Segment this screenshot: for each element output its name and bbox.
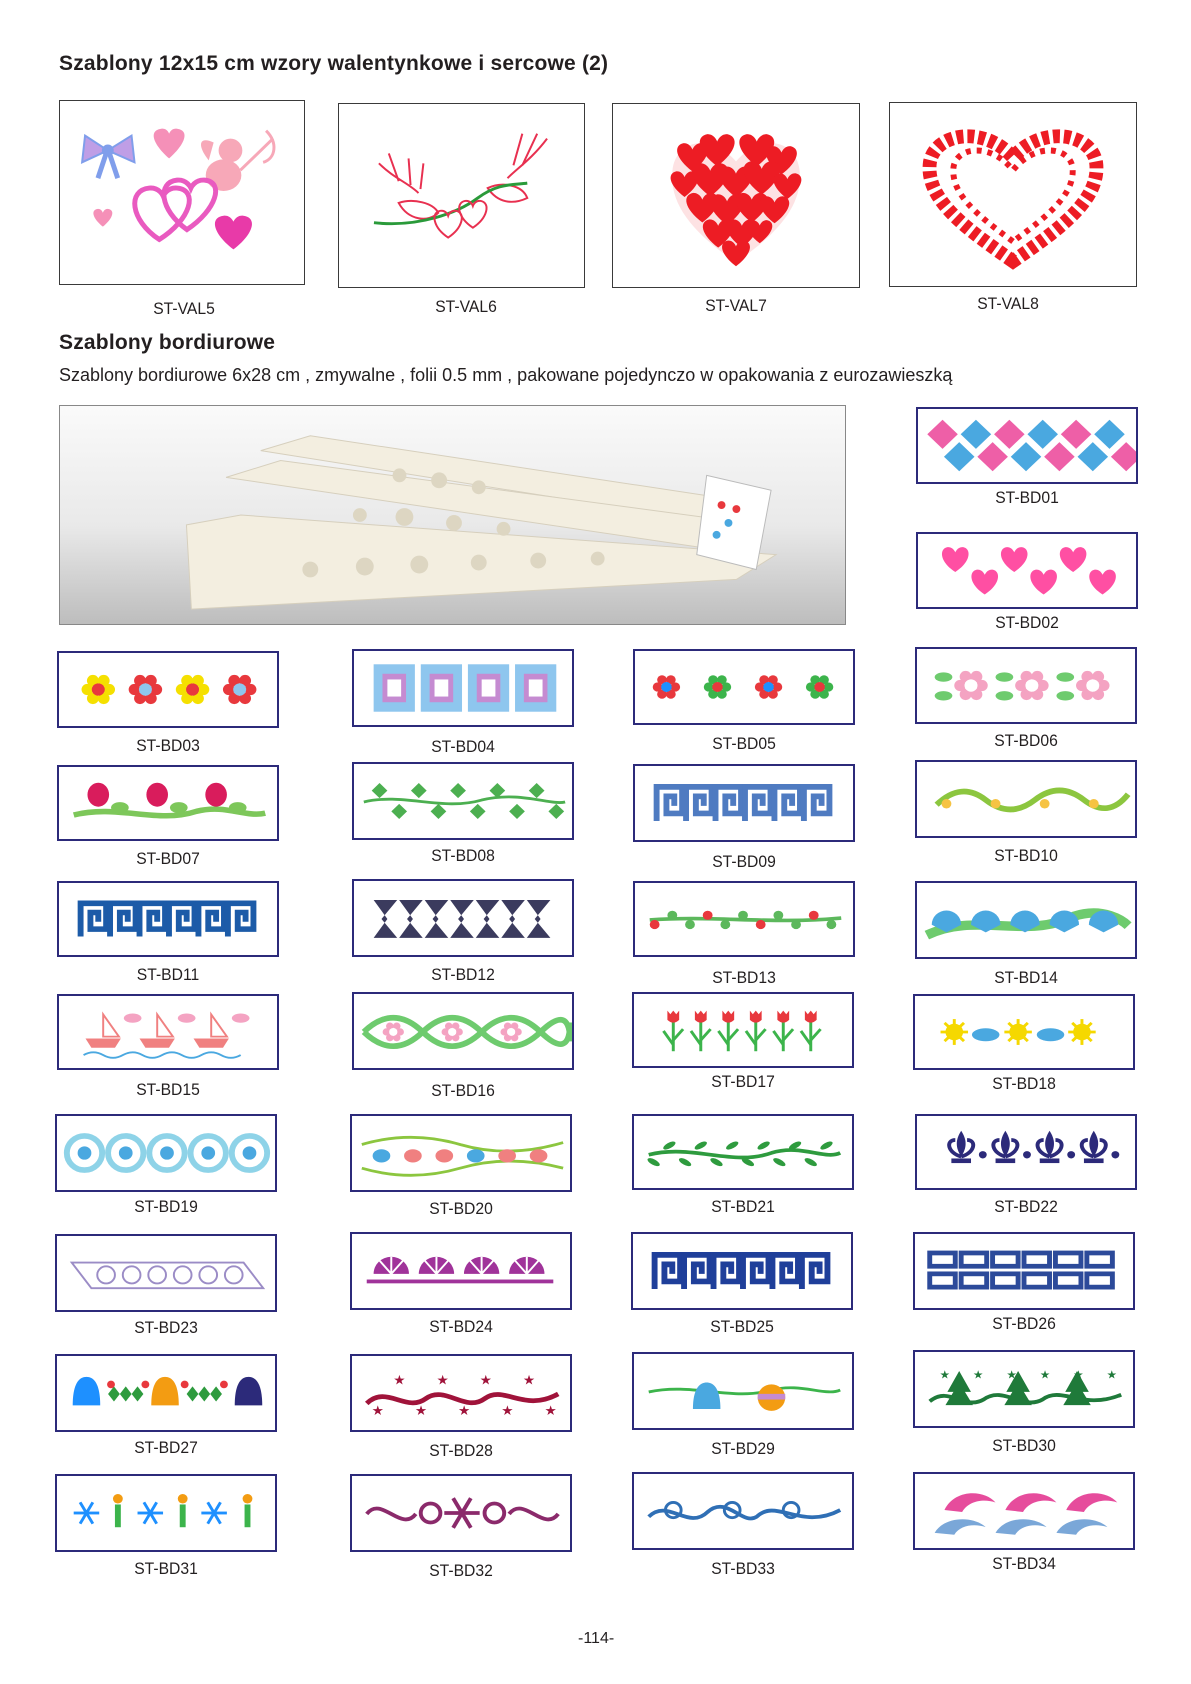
page-number: -114- [578, 1630, 615, 1647]
code-st-val8: ST-VAL8 [977, 295, 1039, 313]
svg-text:★: ★ [436, 1372, 449, 1389]
stencil-strip-st-bd22 [915, 1114, 1137, 1190]
hearts-pattern-icon [918, 534, 1136, 607]
stencil-strip-st-bd11 [57, 881, 279, 957]
svg-text:★: ★ [972, 1367, 984, 1382]
code-st-bd13: ST-BD13 [712, 969, 776, 987]
stencil-strip-st-bd16 [352, 992, 574, 1070]
chain-pattern-icon [915, 1234, 1133, 1308]
svg-text:★: ★ [371, 1403, 384, 1419]
code-st-bd11: ST-BD11 [136, 966, 200, 984]
code-st-bd06: ST-BD06 [994, 732, 1058, 750]
flowers-pattern-icon [59, 653, 277, 726]
snowflakes-candles-pattern-icon [57, 1476, 275, 1550]
code-st-bd30: ST-BD30 [992, 1437, 1056, 1455]
stencil-strip-st-bd05 [633, 649, 855, 725]
stencil-strip-st-bd15 [57, 994, 279, 1070]
svg-text:★: ★ [414, 1403, 428, 1419]
waves-pattern-icon [915, 1474, 1133, 1548]
scroll-pattern-icon [634, 1474, 852, 1548]
svg-text:★: ★ [939, 1367, 951, 1382]
code-st-bd22: ST-BD22 [994, 1198, 1058, 1216]
code-st-bd29: ST-BD29 [711, 1440, 775, 1458]
code-st-bd24: ST-BD24 [429, 1318, 493, 1336]
code-st-bd25: ST-BD25 [710, 1318, 774, 1336]
stencil-strip-st-bd32 [350, 1474, 572, 1552]
code-st-bd01: ST-BD01 [995, 489, 1059, 507]
stencil-strip-st-bd04 [352, 649, 574, 727]
stencil-strip-st-bd28 [350, 1354, 572, 1432]
stencil-strip-st-bd31 [55, 1474, 277, 1552]
stencil-strip-st-bd17 [632, 992, 854, 1068]
svg-text:★: ★ [479, 1372, 492, 1389]
vine-pattern-icon [634, 1116, 852, 1188]
stencil-strip-st-bd09 [633, 764, 855, 842]
stencil-strip-st-bd19 [55, 1114, 277, 1192]
tulip-row-pattern-icon [634, 994, 852, 1066]
code-st-bd23: ST-BD23 [134, 1319, 198, 1337]
boats-pattern-icon [59, 996, 277, 1068]
svg-text:★: ★ [1006, 1367, 1017, 1382]
stencil-strip-st-bd10 [915, 760, 1137, 838]
greek-key-pattern-icon [59, 883, 277, 955]
code-st-val7: ST-VAL7 [705, 297, 767, 315]
code-st-bd33: ST-BD33 [711, 1560, 775, 1578]
stencil-strip-st-bd33 [632, 1472, 854, 1550]
stencil-image-st-val7 [612, 103, 860, 288]
section-description: Szablony bordiurowe 6x28 cm , zmywalne , folii 0.5 mm , pakowane pojedynczo w opakowania z eurozawieszką [59, 365, 953, 385]
stencil-strip-st-bd30 [913, 1350, 1135, 1428]
sun-clouds-pattern-icon [915, 996, 1133, 1068]
fleur-pattern-icon [917, 1116, 1135, 1188]
product-photo [59, 405, 846, 625]
stars-swirl-pattern-icon [352, 1356, 570, 1430]
code-st-bd16: ST-BD16 [431, 1082, 495, 1100]
stencil-strip-st-bd02 [916, 532, 1138, 609]
tulips-pattern-icon [59, 767, 277, 839]
code-st-bd27: ST-BD27 [134, 1439, 198, 1457]
code-st-bd32: ST-BD32 [429, 1562, 493, 1580]
dots-flowers-pattern-icon [635, 651, 853, 723]
pink-flowers-pattern-icon [917, 649, 1135, 722]
code-st-val5: ST-VAL5 [153, 300, 215, 318]
heart-outline-of-hearts-icon [930, 136, 1097, 261]
code-st-bd19: ST-BD19 [134, 1198, 198, 1216]
stencil-strip [186, 436, 776, 609]
code-st-bd09: ST-BD09 [712, 853, 776, 871]
section-title-valentine: Szablony 12x15 cm wzory walentynkowe i sercowe (2) [59, 52, 609, 75]
small-heart-icon [93, 209, 112, 227]
stencil-strip-st-bd18 [913, 994, 1135, 1070]
vine [374, 183, 527, 224]
stencil-strip-st-bd13 [633, 881, 855, 957]
code-st-val6: ST-VAL6 [435, 298, 497, 316]
greek-key-pattern-icon [635, 766, 853, 840]
code-st-bd20: ST-BD20 [429, 1200, 493, 1218]
trees-pattern-icon [915, 1352, 1133, 1426]
fans-pattern-icon [352, 1234, 570, 1308]
svg-text:★: ★ [1106, 1367, 1118, 1382]
rings-pattern-icon [57, 1116, 275, 1190]
dove-icon [488, 134, 547, 202]
code-st-bd08: ST-BD08 [431, 847, 495, 865]
stencil-image-st-val5 [59, 100, 305, 285]
stencil-strip-st-bd23 [55, 1234, 277, 1312]
greek-key-pattern-icon [633, 1234, 851, 1308]
stencil-image-st-val8 [889, 102, 1137, 287]
butterflies-pattern-icon [352, 1116, 570, 1190]
code-st-bd21: ST-BD21 [711, 1198, 775, 1216]
stencil-image-st-val6 [338, 103, 585, 288]
snowflake-scroll-pattern-icon [352, 1476, 570, 1550]
ivy-pattern-icon [354, 764, 572, 838]
section-title-borders: Szablony bordiurowe [59, 331, 276, 354]
stencil-strip-st-bd27 [55, 1354, 277, 1432]
code-st-bd18: ST-BD18 [992, 1075, 1056, 1093]
squares-pattern-icon [354, 651, 572, 725]
stencil-strip-st-bd20 [350, 1114, 572, 1192]
code-st-bd14: ST-BD14 [994, 969, 1058, 987]
garland-pattern-icon [635, 883, 853, 955]
code-st-bd31: ST-BD31 [134, 1560, 198, 1578]
stencil-strip-st-bd07 [57, 765, 279, 841]
wave-pattern-icon [917, 762, 1135, 836]
stencil-strip-st-bd01 [916, 407, 1138, 484]
svg-text:★: ★ [1039, 1367, 1051, 1382]
code-st-bd34: ST-BD34 [992, 1555, 1056, 1573]
code-st-bd07: ST-BD07 [136, 850, 200, 868]
svg-text:★: ★ [393, 1372, 406, 1389]
heart-icon [434, 201, 486, 238]
heart-of-hearts-icon [671, 134, 802, 266]
code-st-bd10: ST-BD10 [994, 847, 1058, 865]
stencil-strip-st-bd14 [915, 881, 1137, 959]
svg-text:★: ★ [522, 1372, 536, 1389]
stencil-strip-st-bd24 [350, 1232, 572, 1310]
svg-text:★: ★ [1073, 1367, 1084, 1382]
bells-holly-pattern-icon [57, 1356, 275, 1430]
code-st-bd15: ST-BD15 [136, 1081, 200, 1099]
diamonds-pattern-icon [918, 409, 1136, 482]
code-st-bd28: ST-BD28 [429, 1442, 493, 1460]
code-st-bd05: ST-BD05 [712, 735, 776, 753]
stencil-strip-st-bd03 [57, 651, 279, 728]
stencil-strip-st-bd34 [913, 1472, 1135, 1550]
heart-icon [154, 129, 185, 159]
shells-pattern-icon [917, 883, 1135, 957]
stencil-strip-st-bd08 [352, 762, 574, 840]
svg-text:★: ★ [544, 1403, 557, 1419]
bells-ornament-pattern-icon [634, 1354, 852, 1428]
code-st-bd12: ST-BD12 [431, 966, 495, 984]
stencil-strip-st-bd06 [915, 647, 1137, 724]
stencil-strip-st-bd25 [631, 1232, 853, 1310]
zigzag-pattern-icon [354, 881, 572, 955]
bow-icon [82, 136, 134, 179]
stencil-strip-st-bd12 [352, 879, 574, 957]
heart-icon [215, 216, 252, 250]
dove-icon [379, 153, 438, 218]
stencil-strip-st-bd21 [632, 1114, 854, 1190]
stencil-strip-st-bd26 [913, 1232, 1135, 1310]
svg-text:★: ★ [501, 1403, 514, 1419]
code-st-bd03: ST-BD03 [136, 737, 200, 755]
lattice-pattern-icon [354, 994, 572, 1068]
code-st-bd17: ST-BD17 [711, 1073, 775, 1091]
svg-text:★: ★ [458, 1403, 471, 1419]
code-st-bd02: ST-BD02 [995, 614, 1059, 632]
stencil-strip-st-bd29 [632, 1352, 854, 1430]
lace-pattern-icon [57, 1236, 275, 1310]
code-st-bd26: ST-BD26 [992, 1315, 1056, 1333]
code-st-bd04: ST-BD04 [431, 738, 495, 756]
